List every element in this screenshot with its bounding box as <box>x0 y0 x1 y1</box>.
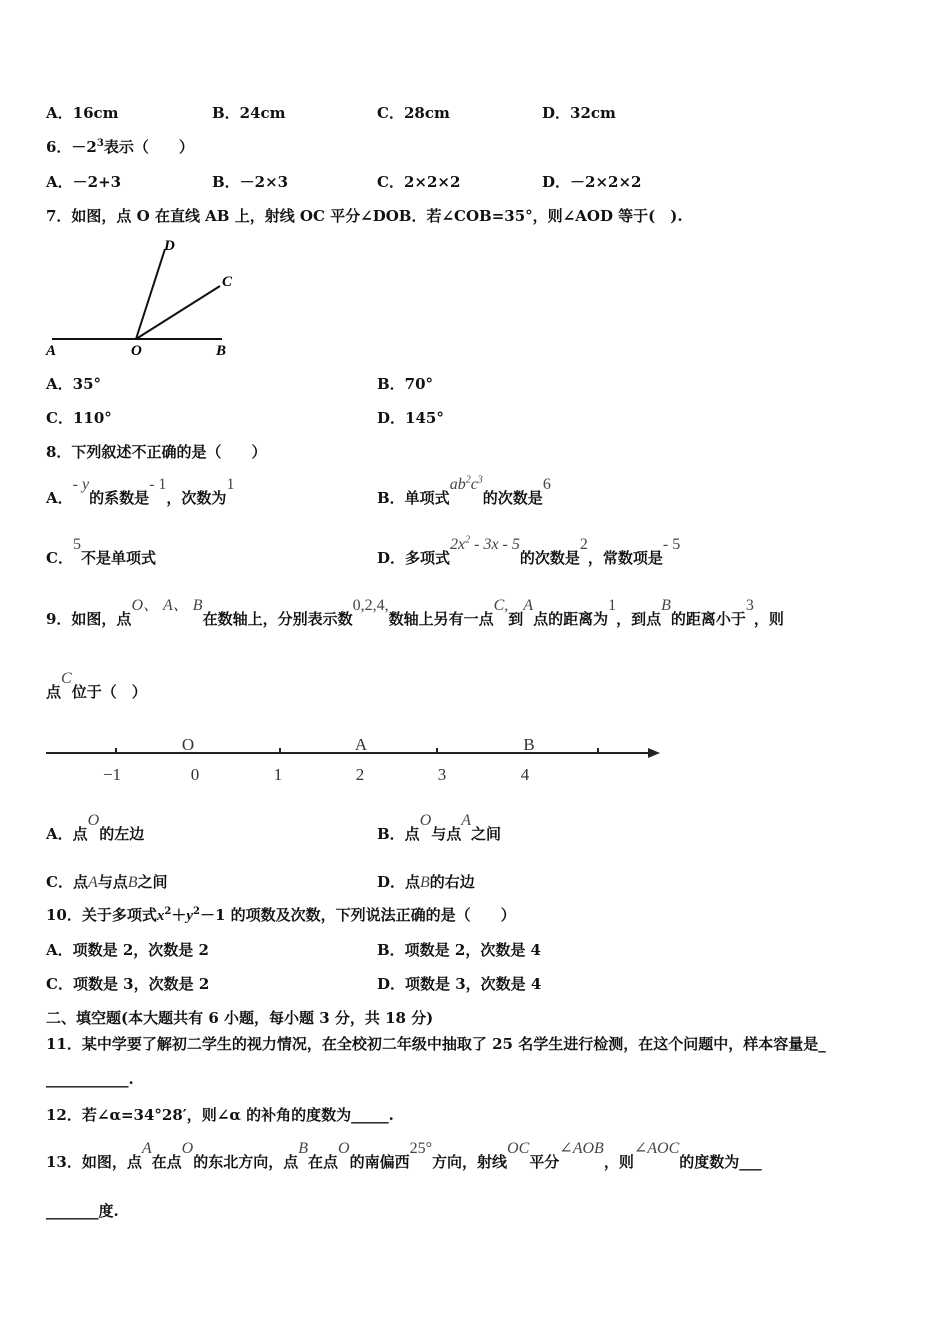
label-c: C <box>222 274 233 290</box>
tick-label: 2 <box>355 765 365 784</box>
q6-option-a: A．－2+3 <box>46 173 122 191</box>
q9-stem-line1: 9．如图，点O、 A、 B在数轴上，分别表示数0,2,4,数轴上另有一点C,到A点的距离为1，到点B的距离小于3，则 <box>46 597 784 628</box>
ray-oc <box>136 286 220 339</box>
tick-label: 1 <box>273 765 283 784</box>
tick-label: 3 <box>437 765 447 784</box>
q6-option-c: C．2×2×2 <box>377 173 461 191</box>
q7-angle-figure <box>40 234 250 362</box>
q7-option-a: A．35° <box>46 375 102 393</box>
q5-option-a: A．16cm <box>46 104 119 122</box>
tick-label: −1 <box>102 765 122 784</box>
q13-line2: _______度. <box>46 1202 119 1220</box>
q8-stem: 8．下列叙述不正确的是（ ） <box>46 443 267 461</box>
q10-option-d: D．项数是 3，次数是 4 <box>377 975 542 993</box>
tick-label: 4 <box>520 765 530 784</box>
q9-stem-line2: 点C位于（ ） <box>46 670 147 701</box>
q7-option-d: D．145° <box>377 409 444 427</box>
q9-option-d: D．点B的右边 <box>377 873 475 891</box>
label-b: B <box>216 343 227 359</box>
q5-option-b: B．24cm <box>212 104 286 122</box>
q9-number-line <box>40 728 670 790</box>
q12-text: 12．若∠α=34°28′，则∠α 的补角的度数为_____. <box>46 1106 394 1124</box>
label-o: O <box>131 343 142 359</box>
q13-line1: 13．如图，点A在点O的东北方向，点B在点O的南偏西25°方向，射线OC平分∠AOB，则∠AOC的度数为___ <box>46 1140 762 1171</box>
point-label-a: A <box>354 735 368 754</box>
q7-stem: 7．如图，点 O 在直线 AB 上，射线 OC 平分∠DOB．若∠COB=35°，则∠AOD 等于( ). <box>46 207 683 225</box>
q9-option-a: A．点O的左边 <box>46 812 145 843</box>
q7-option-c: C．110° <box>46 409 112 427</box>
q6-option-b: B．－2×3 <box>212 173 289 191</box>
label-a: A <box>46 343 57 359</box>
q9-option-b: B．点O与点A之间 <box>377 812 502 843</box>
q9-option-c: C．点A与点B之间 <box>46 873 168 891</box>
section-heading: 二、填空题(本大题共有 6 小题，每小题 3 分，共 18 分) <box>46 1009 434 1027</box>
q8-option-c: C．5不是单项式 <box>46 536 156 567</box>
point-label-o: O <box>181 735 195 754</box>
q6-stem: 6．$-2^3$表示（ ） <box>46 138 194 156</box>
q10-option-c: C．项数是 3，次数是 2 <box>46 975 210 993</box>
tick-label: 0 <box>190 765 200 784</box>
ray-od <box>136 249 165 339</box>
q5-option-d: D．32cm <box>542 104 616 122</box>
q10-option-b: B．项数是 2，次数是 4 <box>377 941 541 959</box>
q6-option-d: D．－2×2×2 <box>542 173 642 191</box>
q8-option-a: A．- y的系数是- 1，次数为1 <box>46 476 235 507</box>
q8-option-d: D．多项式$2x^2 - 3x - 5$的次数是2，常数项是- 5 <box>377 534 681 567</box>
q11-line2: ___________. <box>46 1070 134 1088</box>
q10-option-a: A．项数是 2，次数是 2 <box>46 941 209 959</box>
q10-stem: 10．关于多项式$x^2+y^2-1$ 的项数及次数，下列说法正确的是（ ） <box>46 906 516 924</box>
q7-option-b: B．70° <box>377 375 434 393</box>
arrow-head <box>648 748 660 758</box>
point-label-b: B <box>523 735 535 754</box>
q5-option-c: C．28cm <box>377 104 450 122</box>
q11-line1: 11．某中学要了解初二学生的视力情况，在全校初二年级中抽取了 25 名学生进行检测，在这个问题中，样本容量是_ <box>46 1035 826 1053</box>
q8-option-b: B．单项式$ab^2c^3$的次数是6 <box>377 474 551 507</box>
label-d: D <box>164 238 175 254</box>
